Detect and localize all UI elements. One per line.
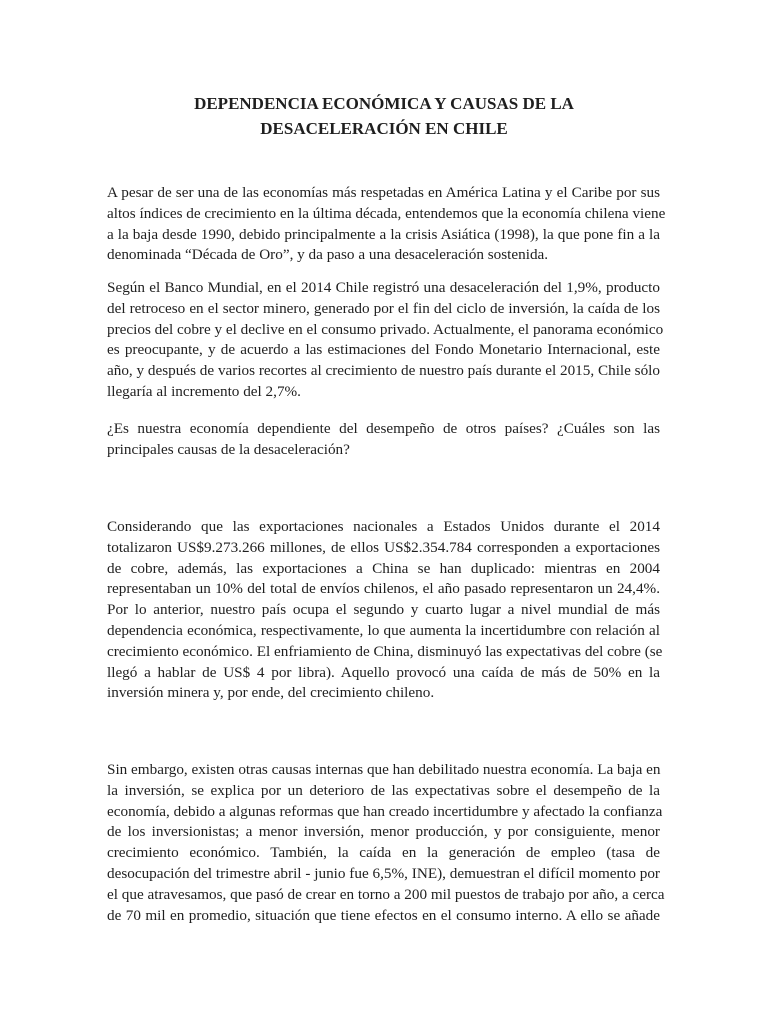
text-line: Considerando que las exportaciones nacionales a Estados Unidos durante el 2014 [107, 518, 660, 535]
text-line: de cobre, además, las exportaciones a China se han duplicado: mientras en 2004 [107, 559, 660, 577]
document-title [100, 91, 668, 141]
paragraph-exports [107, 517, 663, 704]
text-line: el que atravesamos, que pasó de crear en torno a 200 mil puestos de trabajo por año, a cerca [107, 885, 665, 903]
paragraph-questions [107, 419, 660, 461]
text-line: principales causas de la desaceleración? [107, 440, 350, 458]
title-line: DEPENDENCIA ECONÓMICA Y CAUSAS DE LA [194, 94, 574, 113]
text-line: dependencia económica, respectivamente, lo que aumenta la incertidumbre con relación al [107, 621, 660, 639]
text-line: de 70 mil en promedio, situación que tiene efectos en el consumo interno. A ello se añade [107, 906, 660, 924]
text-line: totalizaron US$9.273.266 millones, de ellos US$2.354.784 corresponden a exportaciones [107, 538, 660, 556]
text-line: crecimiento económico. También, la caída en la generación de empleo (tasa de [107, 844, 660, 862]
text-line: inversión minera y, por ende, del crecimiento chileno. [107, 684, 435, 702]
text-line: la inversión, se explica por un deterioro de las expectativas sobre el desempeño de la [107, 781, 660, 799]
text-line: es preocupante, y de acuerdo a las estimaciones del Fondo Monetario Internacional, este [107, 341, 660, 359]
text-line: Por lo anterior, nuestro país ocupa el segundo y cuarto lugar a nivel mundial de más [107, 601, 660, 619]
text-line: denominada “Década de Oro”, y da paso a una desaceleración sostenida. [107, 246, 549, 264]
text-line: representaban un 10% del total de envíos chilenos, el año pasado representaron un 24,4%. [107, 580, 660, 598]
text-line: llegó a hablar de US$ 4 por libra). Aquello provocó una caída de más de 50% en la [107, 663, 660, 681]
text-line: desocupación del trimestre abril - junio fue 6,5%, INE), demuestran el difícil momento por [107, 864, 660, 882]
text-line: del retroceso en el sector minero, generado por el fin del ciclo de inversión, la caída de los [107, 299, 660, 317]
text-line: de los inversionistas; a menor inversión, menor producción, y por consiguiente, menor [107, 823, 660, 841]
paragraph-internal-causes [107, 760, 665, 926]
text-line: altos índices de crecimiento en la última década, entendemos que la economía chilena viene [107, 204, 666, 222]
text-line: a la baja desde 1990, debido principalmente a la crisis Asiática (1998), la que pone fin a la [107, 225, 660, 243]
paragraph-banco-mundial [107, 278, 664, 403]
text-line: crecimiento económico. El enfriamiento de China, disminuyó las expectativas del cobre (se [107, 642, 663, 660]
title-line: DESACELERACIÓN EN CHILE [260, 119, 508, 138]
paragraph-intro [107, 183, 666, 266]
text-line: llegaría al incremento del 2,7%. [107, 382, 301, 400]
text-line: precios del cobre y el declive en el consumo privado. Actualmente, el panorama económico [107, 320, 664, 338]
text-line: año, y después de varios recortes al crecimiento de nuestro país durante el 2015, Chile sólo [107, 362, 660, 380]
text-line: ¿Es nuestra economía dependiente del desempeño de otros países? ¿Cuáles son las [107, 420, 660, 437]
text-line: A pesar de ser una de las economías más respetadas en América Latina y el Caribe por sus [107, 184, 660, 201]
text-line: economía, debido a algunas reformas que han creado incertidumbre y afectado la confianza [107, 802, 663, 820]
text-line: Según el Banco Mundial, en el 2014 Chile registró una desaceleración del 1,9%, producto [107, 279, 660, 296]
text-line: Sin embargo, existen otras causas internas que han debilitado nuestra economía. La baja en [107, 761, 661, 778]
